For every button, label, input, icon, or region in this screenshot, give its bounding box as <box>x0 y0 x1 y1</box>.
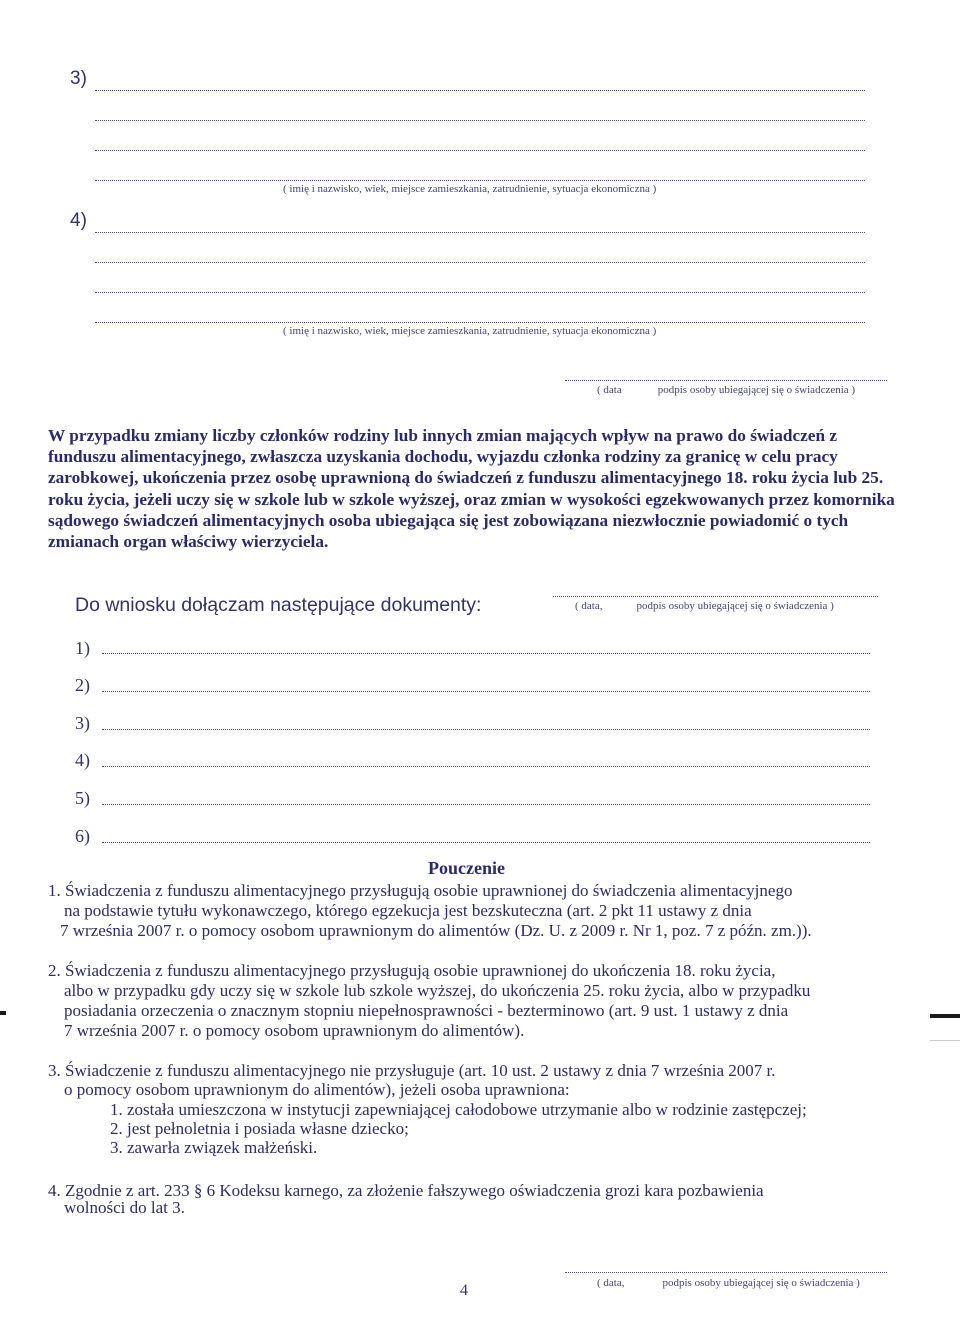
warning-paragraph: W przypadku zmiany liczby członków rodziny lub innych zmian mających wpływ na prawo do świadczeń z funduszu alimentacyjnego, zwłaszcza uzyskania dochodu, wyjazdu członka rodziny za granicę w celu pracy zarobkowej, ukończenia przez osobę uprawnioną do świadczeń z funduszu alimentacyjnego 18. roku życia lub 25. roku życia, jeżeli uczy się w szkole lub w szkole wyższej, oraz zmian w wysokości egzekwowanych przez komornika sądowego świadczeń alimentacyjnych osoba ubiegająca się jest zobowiązana niezwłocznie powiadomić o tych zmianach organ właściwy wierzyciela. <box>48 426 895 552</box>
document-3-number: 3) <box>75 713 90 733</box>
pouczenie-4-line: 4. Zgodnie z art. 233 § 6 Kodeksu karnego, za złożenie fałszywego oświadczenia grozi kara pozbawienia <box>48 1181 764 1200</box>
person-3-line-1[interactable] <box>95 90 865 91</box>
pouczenie-3-line: 3. Świadczenie z funduszu alimentacyjnego nie przysługuje (art. 10 ust. 2 ustawy z dnia 7 września 2007 r. <box>48 1061 776 1080</box>
pouczenie-3-subitem: 3. zawarła związek małżeński. <box>110 1138 318 1157</box>
person-4-number: 4) <box>70 210 87 231</box>
signature-line-3[interactable] <box>565 1272 887 1273</box>
scan-edge-shadow-right <box>930 1040 960 1041</box>
signature-signer-label: podpis osoby ubiegającej się o świadczenia ) <box>636 600 834 612</box>
pouczenie-title: Pouczenie <box>428 858 505 878</box>
pouczenie-1-line: 7 września 2007 r. o pomocy osobom uprawnionym do alimentów (Dz. U. z 2009 r. Nr 1, poz. 7 z późn. zm.)). <box>60 921 812 940</box>
document-6-line[interactable] <box>102 842 870 843</box>
pouczenie-2-line: 2. Świadczenia z funduszu alimentacyjnego przysługują osobie uprawnionej do ukończenia 18. roku życia, <box>48 961 776 980</box>
signature-caption-2 <box>575 600 834 612</box>
person-4-line-3[interactable] <box>95 292 865 293</box>
document-4-line[interactable] <box>102 766 870 767</box>
person-3-line-4[interactable] <box>95 180 865 181</box>
person-3-line-3[interactable] <box>95 150 865 151</box>
pouczenie-3-subitem: 1. została umieszczona w instytucji zapewniającej całodobowe utrzymanie albo w rodzinie zastępczej; <box>110 1100 807 1119</box>
person-4-line-4[interactable] <box>95 322 865 323</box>
signature-signer-label: podpis osoby ubiegającej się o świadczenia ) <box>662 1277 860 1289</box>
pouczenie-1-line: 1. Świadczenia z funduszu alimentacyjnego przysługują osobie uprawnionej do świadczenia alimentacyjnego <box>48 881 793 900</box>
person-4-caption: ( imię i nazwisko, wiek, miejsce zamieszkania, zatrudnienie, sytuacja ekonomiczna ) <box>283 325 657 337</box>
pouczenie-3-line: o pomocy osobom uprawnionym do alimentów), jeżeli osoba uprawniona: <box>64 1080 570 1099</box>
signature-caption-1 <box>597 384 855 396</box>
signature-line-1[interactable] <box>565 380 887 381</box>
person-3-line-2[interactable] <box>95 120 865 121</box>
person-4-line-2[interactable] <box>95 262 865 263</box>
signature-caption-3 <box>597 1277 860 1289</box>
pouczenie-4-line: wolności do lat 3. <box>64 1198 185 1217</box>
document-2-number: 2) <box>75 675 90 695</box>
signature-line-2[interactable] <box>553 596 878 597</box>
document-1-number: 1) <box>75 638 90 658</box>
page-number: 4 <box>460 1282 468 1299</box>
signature-date-label: ( data <box>597 384 622 396</box>
signature-signer-label: podpis osoby ubiegającej się o świadczenia ) <box>657 384 856 396</box>
document-2-line[interactable] <box>102 691 870 692</box>
scan-edge-mark-right <box>930 1014 960 1018</box>
documents-label: Do wniosku dołączam następujące dokumenty: <box>75 594 482 616</box>
document-3-line[interactable] <box>102 729 870 730</box>
document-5-number: 5) <box>75 788 90 808</box>
signature-date-label: ( data, <box>597 1277 625 1289</box>
person-3-caption: ( imię i nazwisko, wiek, miejsce zamieszkania, zatrudnienie, sytuacja ekonomiczna ) <box>283 183 657 195</box>
document-1-line[interactable] <box>102 653 870 654</box>
pouczenie-2-line: albo w przypadku gdy uczy się w szkole lub szkole wyższej, do ukończenia 25. roku życia, albo w przypadku <box>64 981 811 1000</box>
person-3-number: 3) <box>70 68 87 89</box>
signature-date-label: ( data, <box>575 600 603 612</box>
document-5-line[interactable] <box>102 804 870 805</box>
pouczenie-1-line: na podstawie tytułu wykonawczego, którego egzekucja jest bezskuteczna (art. 2 pkt 11 ustawy z dnia <box>64 901 752 920</box>
person-4-line-1[interactable] <box>95 232 865 233</box>
scan-edge-mark-left <box>0 1011 6 1015</box>
pouczenie-2-line: posiadania orzeczenia o znacznym stopniu niepełnosprawności - bezterminowo (art. 9 ust. 1 ustawy z dnia <box>64 1001 789 1020</box>
document-6-number: 6) <box>75 826 90 846</box>
document-4-number: 4) <box>75 750 90 770</box>
pouczenie-3-subitem: 2. jest pełnoletnia i posiada własne dziecko; <box>110 1119 409 1138</box>
pouczenie-2-line: 7 września 2007 r. o pomocy osobom uprawnionym do alimentów). <box>64 1021 525 1040</box>
